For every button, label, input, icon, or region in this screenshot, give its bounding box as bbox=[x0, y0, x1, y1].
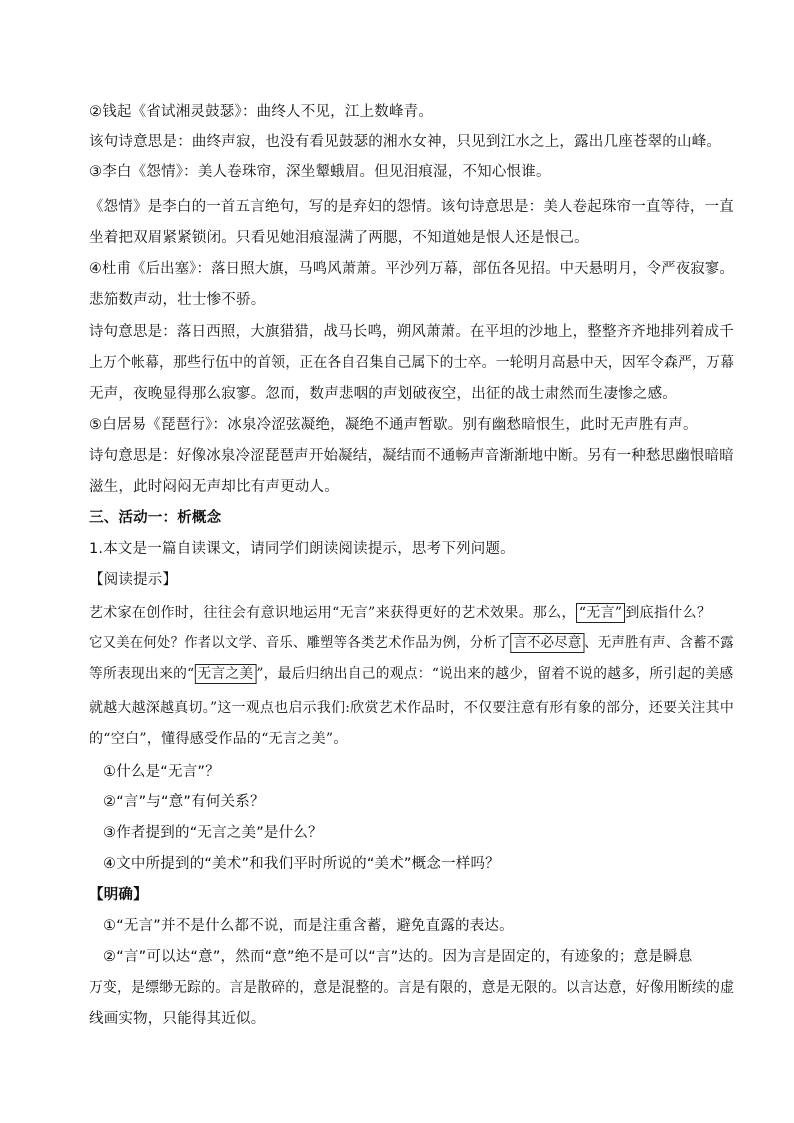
paraphrase-libai-1: 《怨情》是李白的一首五言绝句，写的是弃妇的怨情。该句诗意思是：美人卷起珠帘一直等待，一直 bbox=[89, 199, 734, 215]
paraphrase-dufu-3: 无声，夜晚显得那么寂寥。忽而，数声悲咽的声划破夜空，出征的战士肃然而生凄惨之感。 bbox=[89, 386, 677, 402]
tip-text: 、无声胜有声、含蓄不露 bbox=[584, 635, 734, 651]
answer-title: 【明确】 bbox=[89, 887, 148, 903]
paraphrase-baijuyi-2: 滋生，此时闷闷无声却比有声更动人。 bbox=[89, 479, 339, 495]
poem-line-qianqi: ②钱起《省试湘灵鼓瑟》：曲终人不见，江上数峰青。 bbox=[89, 104, 434, 120]
task-instruction: 1.本文是一篇自读课文，请同学们朗读阅读提示，思考下列问题。 bbox=[89, 541, 515, 557]
boxed-term: 言不必尽意 bbox=[511, 633, 585, 653]
reading-tip-title: 【阅读提示】 bbox=[89, 572, 178, 588]
poem-line-libai: ③李白《怨情》：美人卷珠帘，深坐颦蛾眉。但见泪痕湿，不知心恨谁。 bbox=[89, 164, 551, 180]
question-3: ③作者提到的“无言之美”是什么？ bbox=[103, 825, 323, 841]
tip-text: 它又美在何处？作者以文学、音乐、雕塑等各类艺术作品为例，分析了 bbox=[89, 635, 511, 651]
answer-2-line-1: ②“言”可以达“意”，然而“意”绝不是可以“言”达的。因为言是固定的，有迹象的；意是瞬息 bbox=[103, 949, 693, 965]
answer-2-line-2: 万变，是缥缈无踪的。言是散碎的，意是混整的。言是有限的，意是无限的。以言达意，好像用断续的虚 bbox=[89, 980, 735, 996]
answer-2-line-3: 线画实物，只能得其近似。 bbox=[89, 1011, 266, 1027]
boxed-term: “无言” bbox=[576, 603, 626, 623]
poem-line-dufu-2: 悲笳数声动，壮士惨不骄。 bbox=[89, 292, 266, 308]
boxed-term: 无言之美 bbox=[194, 664, 256, 684]
tip-text: ”，最后归纳出自己的观点：“说出来的越少，留着不说的越多，所引起的美感 bbox=[256, 666, 734, 682]
tip-text: 艺术家在创作时，往往会有意识地运用“无言”来获得更好的艺术效果。那么， bbox=[89, 605, 576, 621]
reading-tip-line-4: 就越大越深越真切。”这一观点也启示我们:欣赏艺术作品时，不仅要注意有形有象的部分，还要关注其中 bbox=[89, 700, 735, 716]
reading-tip-line-2 bbox=[89, 633, 734, 653]
question-4: ④文中所提到的“美术”和我们平时所说的“美术”概念一样吗？ bbox=[103, 856, 500, 872]
paraphrase-dufu-2: 上万个帐幕，那些行伍中的首领，正在各自召集自己属下的士卒。一轮明月高悬中天，因军令森严，万幕 bbox=[89, 355, 735, 371]
question-1: ①什么是“无言”？ bbox=[103, 764, 220, 780]
answer-1: ①“无言”并不是什么都不说，而是注重含蓄，避免直露的表达。 bbox=[103, 918, 514, 934]
reading-tip-line-1 bbox=[89, 603, 711, 623]
reading-tip-line-3 bbox=[89, 664, 733, 684]
paraphrase-baijuyi-1: 诗句意思是：好像冰泉冷涩琵琶声开始凝结，凝结而不通畅声音渐渐地中断。另有一种愁思幽恨暗暗 bbox=[89, 448, 734, 464]
paraphrase-dufu-1: 诗句意思是：落日西照，大旗猎猎，战马长鸣，朔风萧萧。在平坦的沙地上，整整齐齐地排列着成千 bbox=[89, 324, 734, 340]
poem-line-dufu-1: ④杜甫《后出塞》：落日照大旗，马鸣风萧萧。平沙列万幕，部伍各见招。中天悬明月，令严夜寂寥。 bbox=[89, 261, 734, 277]
paraphrase-libai-2: 坐着把双眉紧紧锁闭。只看见她泪痕湿满了两腮，不知道她是恨人还是恨己。 bbox=[89, 230, 589, 246]
section-heading: 三、活动一：析概念 bbox=[89, 510, 222, 526]
poem-line-baijuyi: ⑤白居易《琵琶行》：冰泉冷涩弦凝绝，凝绝不通声暂歇。别有幽愁暗恨生，此时无声胜有声。 bbox=[89, 417, 698, 433]
tip-text: 到底指什么？ bbox=[625, 605, 712, 621]
paraphrase-qianqi: 该句诗意思是：曲终声寂，也没有看见鼓瑟的湘水女神，只见到江水之上，露出几座苍翠的山峰。 bbox=[89, 134, 722, 150]
reading-tip-line-5: 的“空白”，懂得感受作品的“无言之美”。 bbox=[89, 731, 348, 747]
question-2: ②“言”与“意”有何关系？ bbox=[103, 794, 265, 810]
tip-text: 等所表现出来的“ bbox=[89, 666, 195, 682]
